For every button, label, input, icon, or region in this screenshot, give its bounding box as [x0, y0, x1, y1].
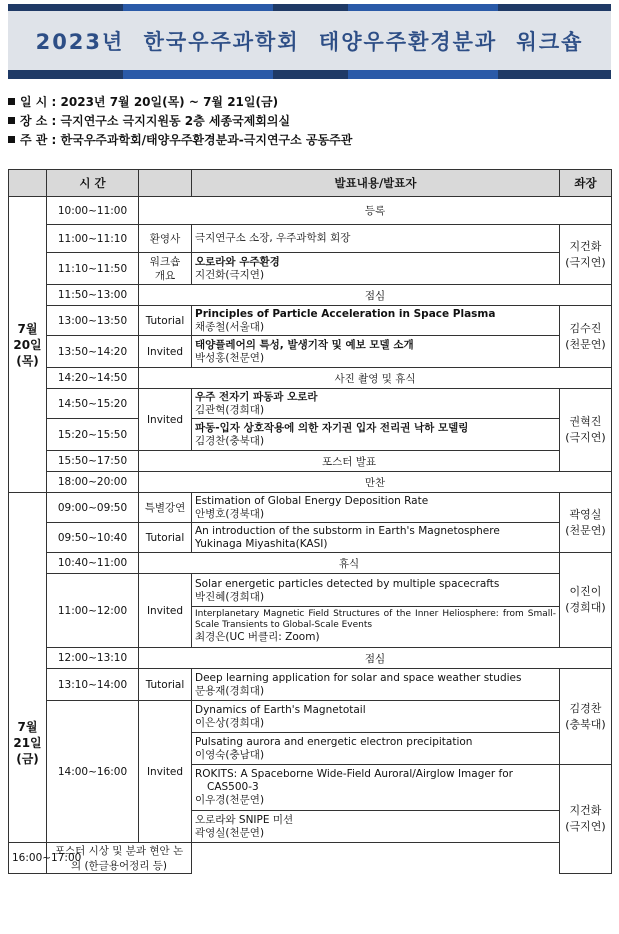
- chair-cell: 김수진 (천문연): [560, 306, 612, 368]
- day1-label: 7월 20일 (목): [9, 197, 47, 493]
- bottom-decorative-bar: [8, 70, 611, 79]
- talk-cell: 우주 전자기 파동과 오로라 김관혁(경희대): [192, 389, 560, 419]
- page-title: 2023년 한국우주과학회 태양우주환경분과 워크숍: [8, 11, 611, 70]
- bullet-square-icon: [8, 98, 15, 105]
- table-row: 13:10~14:00 Tutorial Deep learning application for solar and space weather studies 문용재(경희대) 김경찬 (충북대): [9, 669, 612, 701]
- registration-cell: 등록: [139, 197, 612, 225]
- table-row: 14:50~15:20 Invited 우주 전자기 파동과 오로라 김관혁(경희대) 권혁진 (극지연): [9, 389, 612, 419]
- chair-cell: 지건화 (극지연): [560, 225, 612, 285]
- schedule-table: [8, 169, 612, 874]
- lunch-cell: 점심: [139, 648, 612, 669]
- chair-cell: 권혁진 (극지연): [560, 389, 612, 472]
- table-row: 11:10~11:50 워크숍 개요 오로라와 우주환경 지건화(극지연): [9, 253, 612, 285]
- table-row: 11:00~12:00 Invited Solar energetic particles detected by multiple spacecrafts 박진혜(경희대) Interplanetary Magnetic Field Structures of the Inner Heliosphere: from Small-Scale Transients to Global-Scale Events 최경은(UC 버클리: Zoom): [9, 574, 612, 648]
- header-time: 시 간: [47, 170, 139, 197]
- info-venue: 장 소 : 극지연구소 극지지원동 2층 세종국제회의실: [8, 112, 611, 131]
- chair-cell: 지건화 (극지연): [560, 765, 612, 874]
- table-row: 15:20~15:50 파동-입자 상호작용에 의한 자기권 입자 전리권 낙하 모델링 김경찬(충북대): [9, 419, 612, 451]
- talk-cell: Deep learning application for solar and space weather studies 문용재(경희대): [192, 669, 560, 701]
- talk-cell: Principles of Particle Acceleration in Space Plasma 채종철(서울대): [192, 306, 560, 336]
- table-row: 14:20~14:50 사진 촬영 및 휴식: [9, 368, 612, 389]
- header-chair: 좌장: [560, 170, 612, 197]
- table-row: 7월 21일 (금) 09:00~09:50 특별강연 Estimation of Global Energy Deposition Rate 안병호(경북대) 곽영실 (천문연): [9, 493, 612, 523]
- table-row: 13:00~13:50 Tutorial Principles of Particle Acceleration in Space Plasma 채종철(서울대) 김수진 (천문연): [9, 306, 612, 336]
- top-decorative-bar: [8, 4, 611, 11]
- talk-cell: 오로라와 우주환경 지건화(극지연): [192, 253, 560, 285]
- table-row: 11:50~13:00 점심: [9, 285, 612, 306]
- break-cell: 휴식: [139, 553, 560, 574]
- table-header-row: [9, 170, 612, 197]
- poster-cell: 포스터 발표: [139, 451, 560, 472]
- talk-cell: 극지연구소 소장, 우주과학회 회장: [192, 225, 560, 253]
- break-cell: 사진 촬영 및 휴식: [139, 368, 612, 389]
- table-row: 15:50~17:50 포스터 발표: [9, 451, 612, 472]
- talk-cell: ROKITS: A Spaceborne Wide-Field Auroral/Airglow Imager for CAS500-3 이우경(천문연): [192, 765, 560, 811]
- talk-cell: Pulsating aurora and energetic electron precipitation 이영숙(충남대): [192, 733, 560, 765]
- table-row: 11:00~11:10 환영사 극지연구소 소장, 우주과학회 회장 지건화 (극지연): [9, 225, 612, 253]
- chair-cell: 김경찬 (충북대): [560, 669, 612, 765]
- talk-cell: Dynamics of Earth's Magnetotail 이은상(경희대): [192, 701, 560, 733]
- closing-cell: 포스터 시상 및 분과 현안 논의 (한글용어정리 등): [47, 843, 192, 874]
- lunch-cell: 점심: [139, 285, 612, 306]
- table-row: 18:00~20:00 만찬: [9, 472, 612, 493]
- talk-cell: An introduction of the substorm in Earth's Magnetosphere Yukinaga Miyashita(KASI): [192, 523, 560, 553]
- header-type: [139, 170, 192, 197]
- table-row: 09:50~10:40 Tutorial An introduction of the substorm in Earth's Magnetosphere Yukinaga Miyashita(KASI): [9, 523, 612, 553]
- bullet-square-icon: [8, 117, 15, 124]
- chair-cell: 곽영실 (천문연): [560, 493, 612, 553]
- header-day: [9, 170, 47, 197]
- day2-label: 7월 21일 (금): [9, 493, 47, 843]
- table-row: 10:40~11:00 휴식 이진이 (경희대): [9, 553, 612, 574]
- info-host: 주 관 : 한국우주과학회/태양우주환경분과-극지연구소 공동주관: [8, 131, 611, 150]
- bullet-square-icon: [8, 136, 15, 143]
- chair-cell: 이진이 (경희대): [560, 553, 612, 648]
- event-info: [8, 93, 611, 150]
- talk-cell: Solar energetic particles detected by multiple spacecrafts 박진혜(경희대) Interplanetary Magnetic Field Structures of the Inner Heliosphere: from Small-Scale Transients to Global-Scale Events 최경은(UC 버클리: Zoom): [192, 574, 560, 648]
- table-row: 7월 20일 (목) 10:00~11:00 등록: [9, 197, 612, 225]
- talk-cell: 태양플레어의 특성, 발생기작 및 예보 모델 소개 박성홍(천문연): [192, 336, 560, 368]
- table-row: 12:00~13:10 점심: [9, 648, 612, 669]
- talk-cell: 파동-입자 상호작용에 의한 자기권 입자 전리권 낙하 모델링 김경찬(충북대): [192, 419, 560, 451]
- table-row: 13:50~14:20 Invited 태양플레어의 특성, 발생기작 및 예보 모델 소개 박성홍(천문연): [9, 336, 612, 368]
- dinner-cell: 만찬: [139, 472, 612, 493]
- header-content: 발표내용/발표자: [192, 170, 560, 197]
- talk-cell: Estimation of Global Energy Deposition Rate 안병호(경북대): [192, 493, 560, 523]
- info-date: 일 시 : 2023년 7월 20일(목) ~ 7월 21일(금): [8, 93, 611, 112]
- talk-cell: 오로라와 SNIPE 미션 곽영실(천문연): [192, 811, 560, 843]
- table-row: 14:00~16:00 Invited Dynamics of Earth's Magnetotail 이은상(경희대): [9, 701, 612, 733]
- table-row: 16:00~17:00 포스터 시상 및 분과 현안 논의 (한글용어정리 등): [9, 843, 612, 874]
